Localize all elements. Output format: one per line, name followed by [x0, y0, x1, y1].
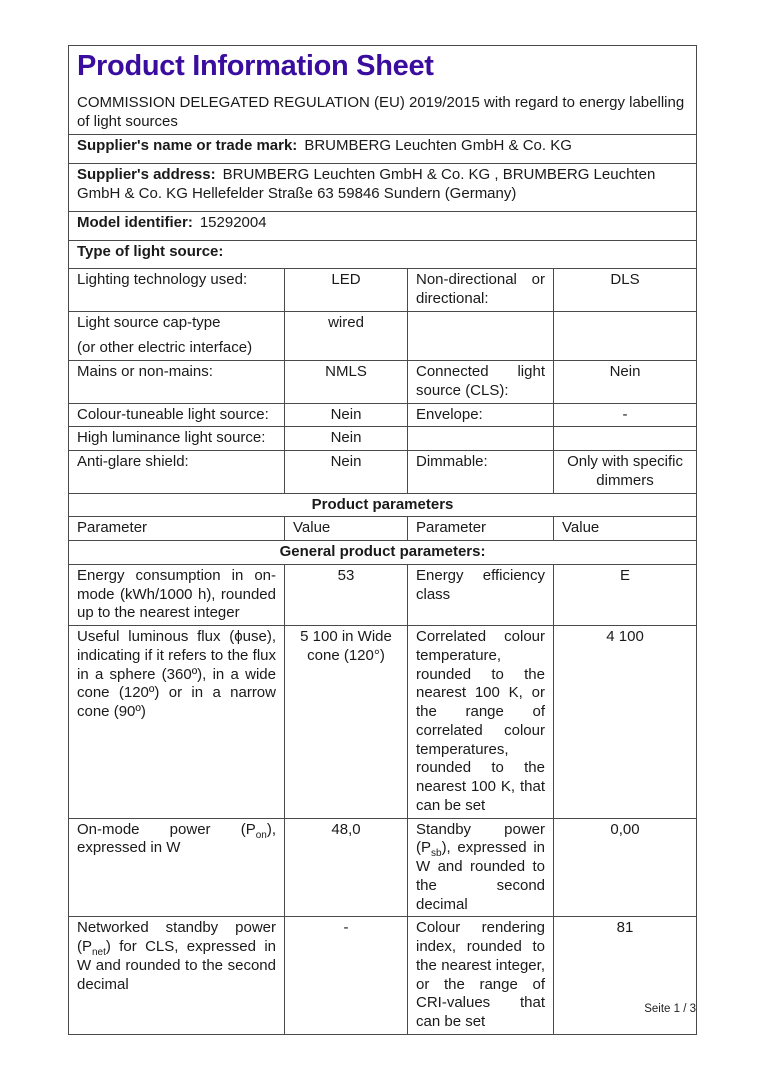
- model-identifier-value: 15292004: [199, 214, 267, 231]
- type-heading-row: [69, 241, 697, 269]
- param-cell: Energy consumption in on-mode (kWh/1000 h), rounded up to the nearest integer: [69, 564, 285, 625]
- table-row: [69, 451, 697, 494]
- table-row: [69, 361, 697, 404]
- page-number: Seite 1 / 3: [644, 1003, 696, 1015]
- supplier-name-label: Supplier's name or trade mark:: [77, 137, 298, 154]
- cap-type-line1: Light source cap-type: [77, 313, 221, 331]
- model-identifier-cell: [69, 212, 697, 241]
- title-row: [69, 46, 697, 135]
- value-cell: DLS: [554, 269, 697, 312]
- supplier-name-cell: [69, 135, 697, 164]
- supplier-name-value: BRUMBERG Leuchten GmbH & Co. KG: [304, 137, 572, 154]
- empty-cell: [554, 427, 697, 451]
- param-cell: Lighting technology used:: [69, 269, 285, 312]
- general-parameters-heading: General product parameters:: [69, 541, 697, 565]
- param-cell: Colour rendering index, rounded to the nearest integer, or the range of CRI-values that can be set: [408, 917, 554, 1035]
- value-cell: -: [285, 917, 408, 1035]
- column-header-row: [69, 517, 697, 541]
- value-cell: NMLS: [285, 361, 408, 404]
- cap-type-line2: (or other electric interface): [77, 339, 253, 357]
- column-header: Parameter: [408, 517, 554, 541]
- value-cell: 5 100 in Wide cone (120°): [285, 626, 408, 819]
- table-row: [69, 403, 697, 427]
- product-parameters-heading: Product parameters: [69, 493, 697, 517]
- param-cell: Energy efficiency class: [408, 564, 554, 625]
- value-cell: E: [554, 564, 697, 625]
- regulation-text: COMMISSION DELEGATED REGULATION (EU) 2019/2015 with regard to energy labelling of light sources: [77, 94, 685, 131]
- product-information-table: [68, 45, 697, 1035]
- value-cell: 53: [285, 564, 408, 625]
- model-identifier-row: [69, 212, 697, 241]
- value-cell: -: [554, 403, 697, 427]
- column-header: Parameter: [69, 517, 285, 541]
- param-cell: High luminance light source:: [69, 427, 285, 451]
- column-header: Value: [285, 517, 408, 541]
- value-cell: Nein: [554, 361, 697, 404]
- table-row: [69, 818, 697, 917]
- value-cell: Nein: [285, 451, 408, 494]
- value-cell: Nein: [285, 403, 408, 427]
- supplier-name-row: [69, 135, 697, 164]
- param-cell: Connected light source (CLS):: [408, 361, 554, 404]
- value-cell: LED: [285, 269, 408, 312]
- page-title: Product Information Sheet: [77, 50, 434, 82]
- model-identifier-label: Model identifier:: [77, 214, 193, 231]
- param-cell: Useful luminous flux (ϕuse), indicating if it refers to the flux in a sphere (360º), in a wide cone (120º) or in a narrow cone (90º): [69, 626, 285, 819]
- value-cell: 81: [554, 917, 697, 1035]
- table-row: [69, 564, 697, 625]
- empty-cell: [408, 311, 554, 361]
- type-section-heading: Type of light source:: [69, 241, 697, 269]
- param-cell: Standby power $(P_{sb})$, expressed in W and rounded to the second decimal: [408, 818, 554, 917]
- value-cell: wired: [285, 311, 408, 361]
- column-header: Value: [554, 517, 697, 541]
- value-cell: 48,0: [285, 818, 408, 917]
- param-cell: Non-directional or directional:: [408, 269, 554, 312]
- param-cell: [69, 311, 285, 361]
- param-cell: Dimmable:: [408, 451, 554, 494]
- table-row: [69, 311, 697, 361]
- value-cell: Only with specific dimmers: [554, 451, 697, 494]
- supplier-address-value: BRUMBERG Leuchten GmbH & Co. KG , BRUMBERG Leuchten GmbH & Co. KG Hellefelder Straße 63 59846 Sundern (Germany): [77, 166, 656, 202]
- param-cell: Colour-tuneable light source:: [69, 403, 285, 427]
- param-cell: Anti-glare shield:: [69, 451, 285, 494]
- param-cell: Networked standby power $(P_{net})$ for CLS, expressed in W and rounded to the second decimal: [69, 917, 285, 1035]
- table-row: [69, 626, 697, 819]
- value-cell: Nein: [285, 427, 408, 451]
- general-parameters-heading-row: [69, 541, 697, 565]
- title-cell: [69, 46, 697, 135]
- table-row: [69, 269, 697, 312]
- param-cell: Envelope:: [408, 403, 554, 427]
- supplier-address-label: Supplier's address:: [77, 166, 216, 183]
- supplier-address-row: [69, 164, 697, 212]
- param-cell: Mains or non-mains:: [69, 361, 285, 404]
- value-cell: 4 100: [554, 626, 697, 819]
- value-cell: 0,00: [554, 818, 697, 917]
- param-cell: On-mode power $(P_{on})$, expressed in W: [69, 818, 285, 917]
- table-row: [69, 427, 697, 451]
- empty-cell: [554, 311, 697, 361]
- param-cell: Correlated colour temperature, rounded to the nearest 100 K, or the range of correlated colour temperatures, rounded to the nearest 100 K, that can be set: [408, 626, 554, 819]
- supplier-address-cell: [69, 164, 697, 212]
- empty-cell: [408, 427, 554, 451]
- table-row: [69, 917, 697, 1035]
- product-parameters-heading-row: [69, 493, 697, 517]
